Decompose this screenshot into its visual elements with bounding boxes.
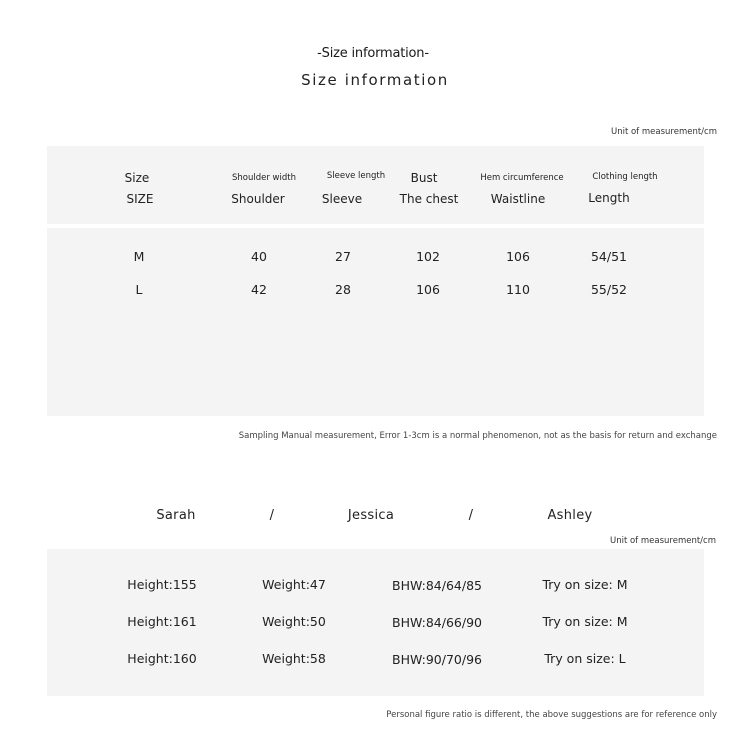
model-name-jessica: Jessica — [347, 508, 395, 523]
col-header-length-top: Clothing length — [592, 172, 658, 182]
table-cell: 110 — [506, 282, 530, 297]
model-height: Height:161 — [127, 614, 197, 629]
model-name-sarah: Sarah — [156, 508, 196, 523]
model-try-size: Try on size: L — [544, 651, 626, 666]
table-cell: 42 — [251, 282, 267, 297]
col-header-hem-bottom: Waistline — [490, 192, 546, 206]
model-footnote: Personal figure ratio is different, the above suggestions are for reference only — [386, 710, 717, 720]
table-cell: 54/51 — [590, 249, 628, 264]
table-cell: 40 — [251, 249, 267, 264]
page-subtitle: -Size information- — [317, 46, 429, 61]
model-bhw: BHW:90/70/96 — [392, 652, 482, 667]
col-header-sleeve-top: Sleeve length — [326, 171, 386, 181]
model-height: Height:155 — [127, 577, 197, 592]
size-footnote: Sampling Manual measurement, Error 1-3cm is a normal phenomenon, not as the basis for return and exchange — [238, 431, 717, 441]
table-cell: 106 — [506, 249, 530, 264]
table-cell: 102 — [416, 249, 440, 264]
size-table-header — [47, 146, 704, 224]
table-cell: 55/52 — [590, 282, 628, 297]
model-weight: Weight:58 — [262, 651, 326, 666]
model-weight: Weight:47 — [262, 577, 326, 592]
col-header-sleeve-bottom: Sleeve — [321, 192, 363, 206]
size-unit-note: Unit of measurement/cm — [610, 127, 717, 137]
col-header-length-bottom: Length — [588, 191, 630, 205]
name-separator: / — [468, 508, 474, 523]
model-unit-note: Unit of measurement/cm — [609, 536, 716, 546]
model-bhw: BHW:84/66/90 — [392, 615, 482, 630]
col-header-bust-top: Bust — [410, 171, 438, 185]
col-header-bust-bottom: The chest — [399, 192, 459, 206]
col-header-size-top: Size — [124, 171, 150, 185]
table-cell: L — [135, 282, 143, 297]
model-bhw: BHW:84/64/85 — [392, 578, 482, 593]
table-cell: M — [133, 249, 145, 264]
model-try-size: Try on size: M — [542, 577, 628, 592]
model-name-ashley: Ashley — [547, 508, 593, 523]
col-header-shoulder-top: Shoulder width — [232, 173, 296, 183]
model-weight: Weight:50 — [262, 614, 326, 629]
model-try-size: Try on size: M — [542, 614, 628, 629]
col-header-hem-top: Hem circumference — [480, 173, 564, 183]
page-title: Size information — [301, 71, 449, 89]
col-header-size-bottom: SIZE — [126, 192, 154, 206]
table-cell: 28 — [335, 282, 351, 297]
table-cell: 27 — [335, 249, 351, 264]
name-separator: / — [269, 508, 275, 523]
col-header-shoulder-bottom: Shoulder — [231, 192, 285, 206]
model-height: Height:160 — [127, 651, 197, 666]
table-cell: 106 — [416, 282, 440, 297]
